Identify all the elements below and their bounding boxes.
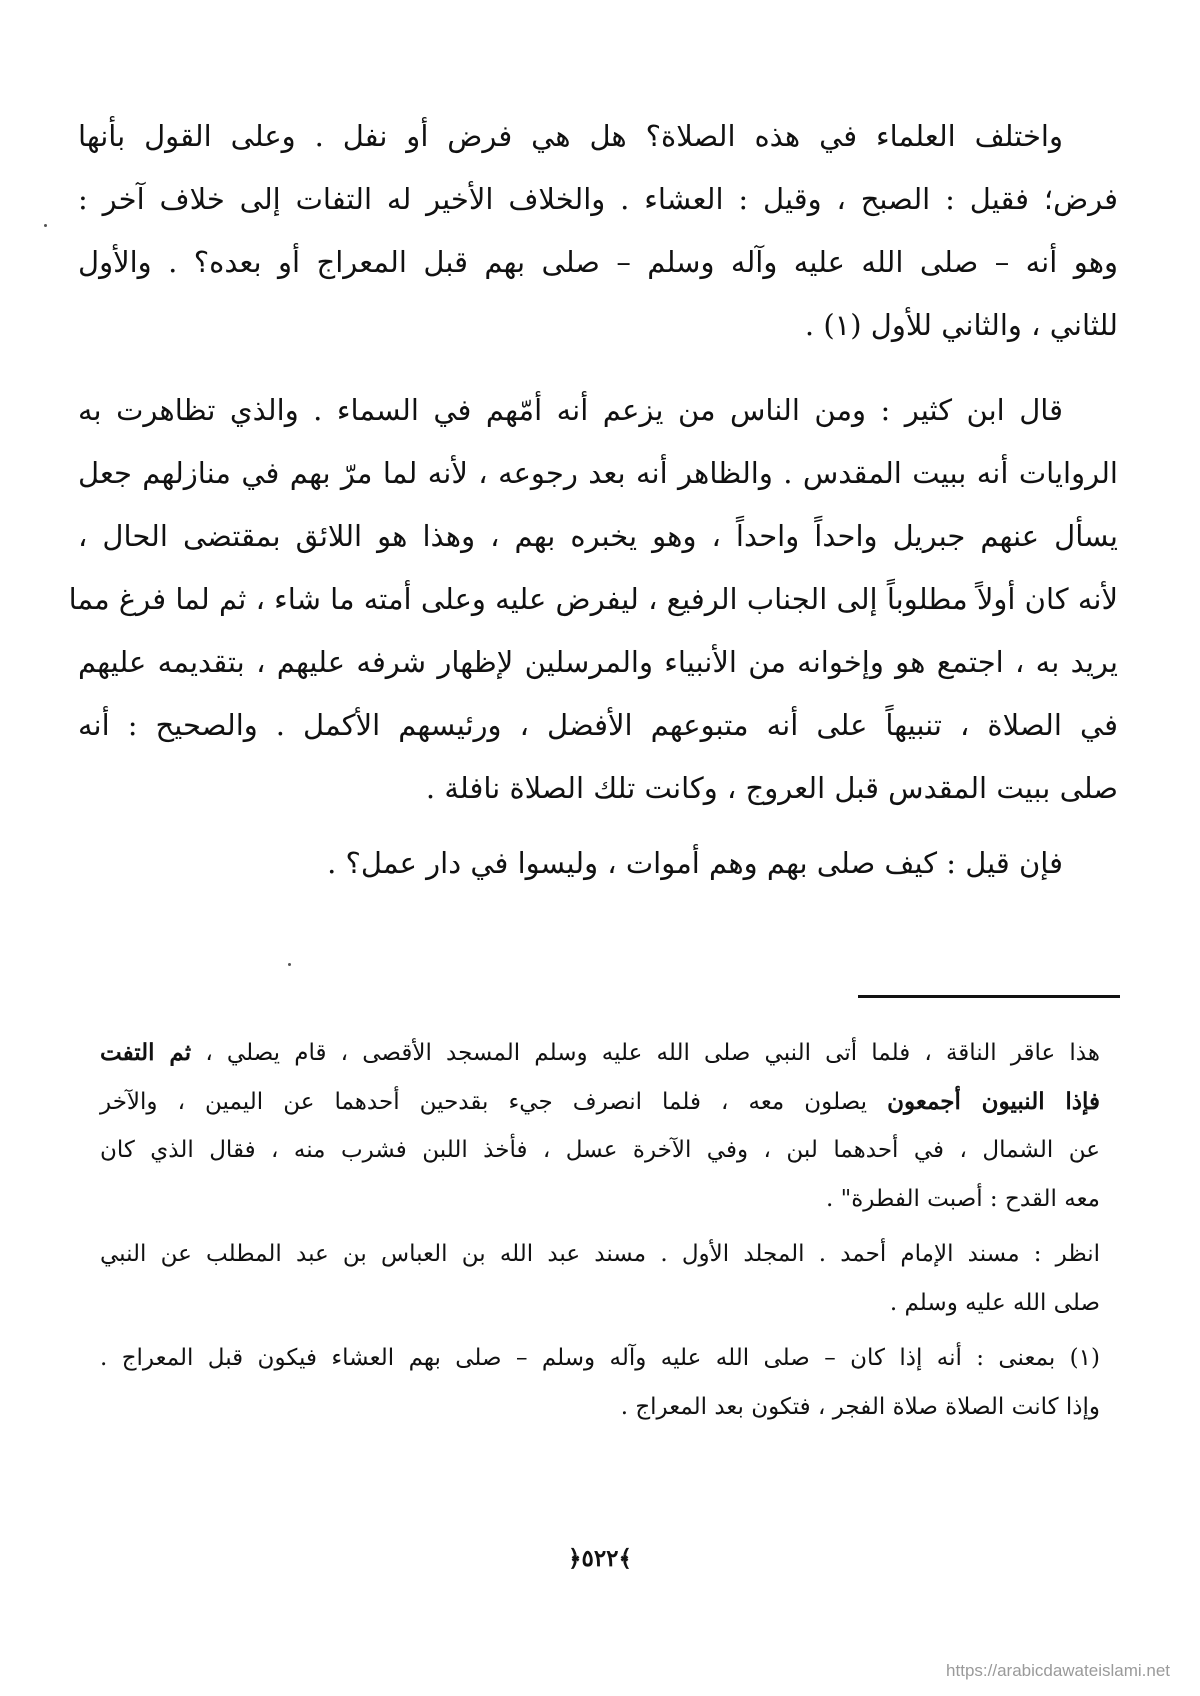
- footnote-line: عن الشمال ، في أحدهما لبن ، وفي الآخرة عسل ، فأخذ اللبن فشرب منه ، فقال الذي كان: [100, 1137, 1100, 1163]
- text-line: يريد به ، اجتمع هو وإخوانه من الأنبياء والمرسلين لإظهار شرفه عليهم ، بتقديمه عليهم: [78, 645, 1118, 679]
- page-number: ﴿٥٢٢﴾: [567, 1545, 633, 1572]
- scan-speck: [44, 224, 47, 227]
- text-line: الروايات أنه ببيت المقدس . والظاهر أنه بعد رجوعه ، لأنه لما مرّ بهم في منازلهم جعل: [78, 456, 1118, 490]
- footnote-line: صلى الله عليه وسلم .: [889, 1290, 1100, 1316]
- watermark-url: https://arabicdawateislami.net: [946, 1661, 1170, 1680]
- footnotes: [100, 1028, 1100, 1432]
- footnote-line: وإذا كانت الصلاة صلاة الفجر ، فتكون بعد المعراج .: [620, 1394, 1100, 1420]
- footnote-line: معه القدح : أصبت الفطرة" .: [826, 1186, 1100, 1212]
- text-line: يسأل عنهم جبريل واحداً واحداً ، وهو يخبره بهم ، وهذا هو اللائق بمقتضى الحال ،: [78, 519, 1118, 553]
- scan-speck: [288, 963, 291, 966]
- text-line: قال ابن كثير : ومن الناس من يزعم أنه أمّهم في السماء . والذي تظاهرت به: [78, 393, 1063, 427]
- text-line: وهو أنه – صلى الله عليه وآله وسلم – صلى بهم قبل المعراج أو بعده؟ . والأول: [78, 245, 1118, 279]
- footnote-line: انظر : مسند الإمام أحمد . المجلد الأول . مسند عبد الله بن العباس بن عبد المطلب عن النبي: [100, 1241, 1100, 1267]
- text-line: فإن قيل : كيف صلى بهم وهم أموات ، وليسوا في دار عمل؟ .: [327, 846, 1063, 880]
- text-line: في الصلاة ، تنبيهاً على أنه متبوعهم الأفضل ، ورئيسهم الأكمل . والصحيح : أنه: [78, 708, 1118, 742]
- text-line: فرض؛ فقيل : الصبح ، وقيل : العشاء . والخلاف الأخير له التفات إلى خلاف آخر :: [78, 182, 1118, 216]
- footnote-line: هذا عاقر الناقة ، فلما أتى النبي صلى الله عليه وسلم المسجد الأقصى ، قام يصلي ، ثم التفت: [100, 1039, 1100, 1066]
- footnote-line: (١) بمعنى : أنه إذا كان – صلى الله عليه وآله وسلم – صلى بهم العشاء فيكون قبل المعراج .: [100, 1345, 1100, 1371]
- text-line: واختلف العلماء في هذه الصلاة؟ هل هي فرض أو نفل . وعلى القول بأنها: [78, 119, 1063, 153]
- text-line: للثاني ، والثاني للأول (١) .: [804, 308, 1118, 342]
- footnote-separator: [858, 995, 1120, 998]
- footnote-line: فإذا النبيون أجمعون يصلون معه ، فلما انصرف جيء بقدحين أحدهما عن اليمين ، والآخر: [100, 1088, 1100, 1115]
- text-line: صلى ببيت المقدس قبل العروج ، وكانت تلك الصلاة نافلة .: [425, 771, 1118, 805]
- text-line: لأنه كان أولاً مطلوباً إلى الجناب الرفيع ، ليفرض عليه وعلى أمته ما شاء ، ثم لما فرغ مما: [68, 582, 1118, 616]
- main-text: [68, 105, 1118, 895]
